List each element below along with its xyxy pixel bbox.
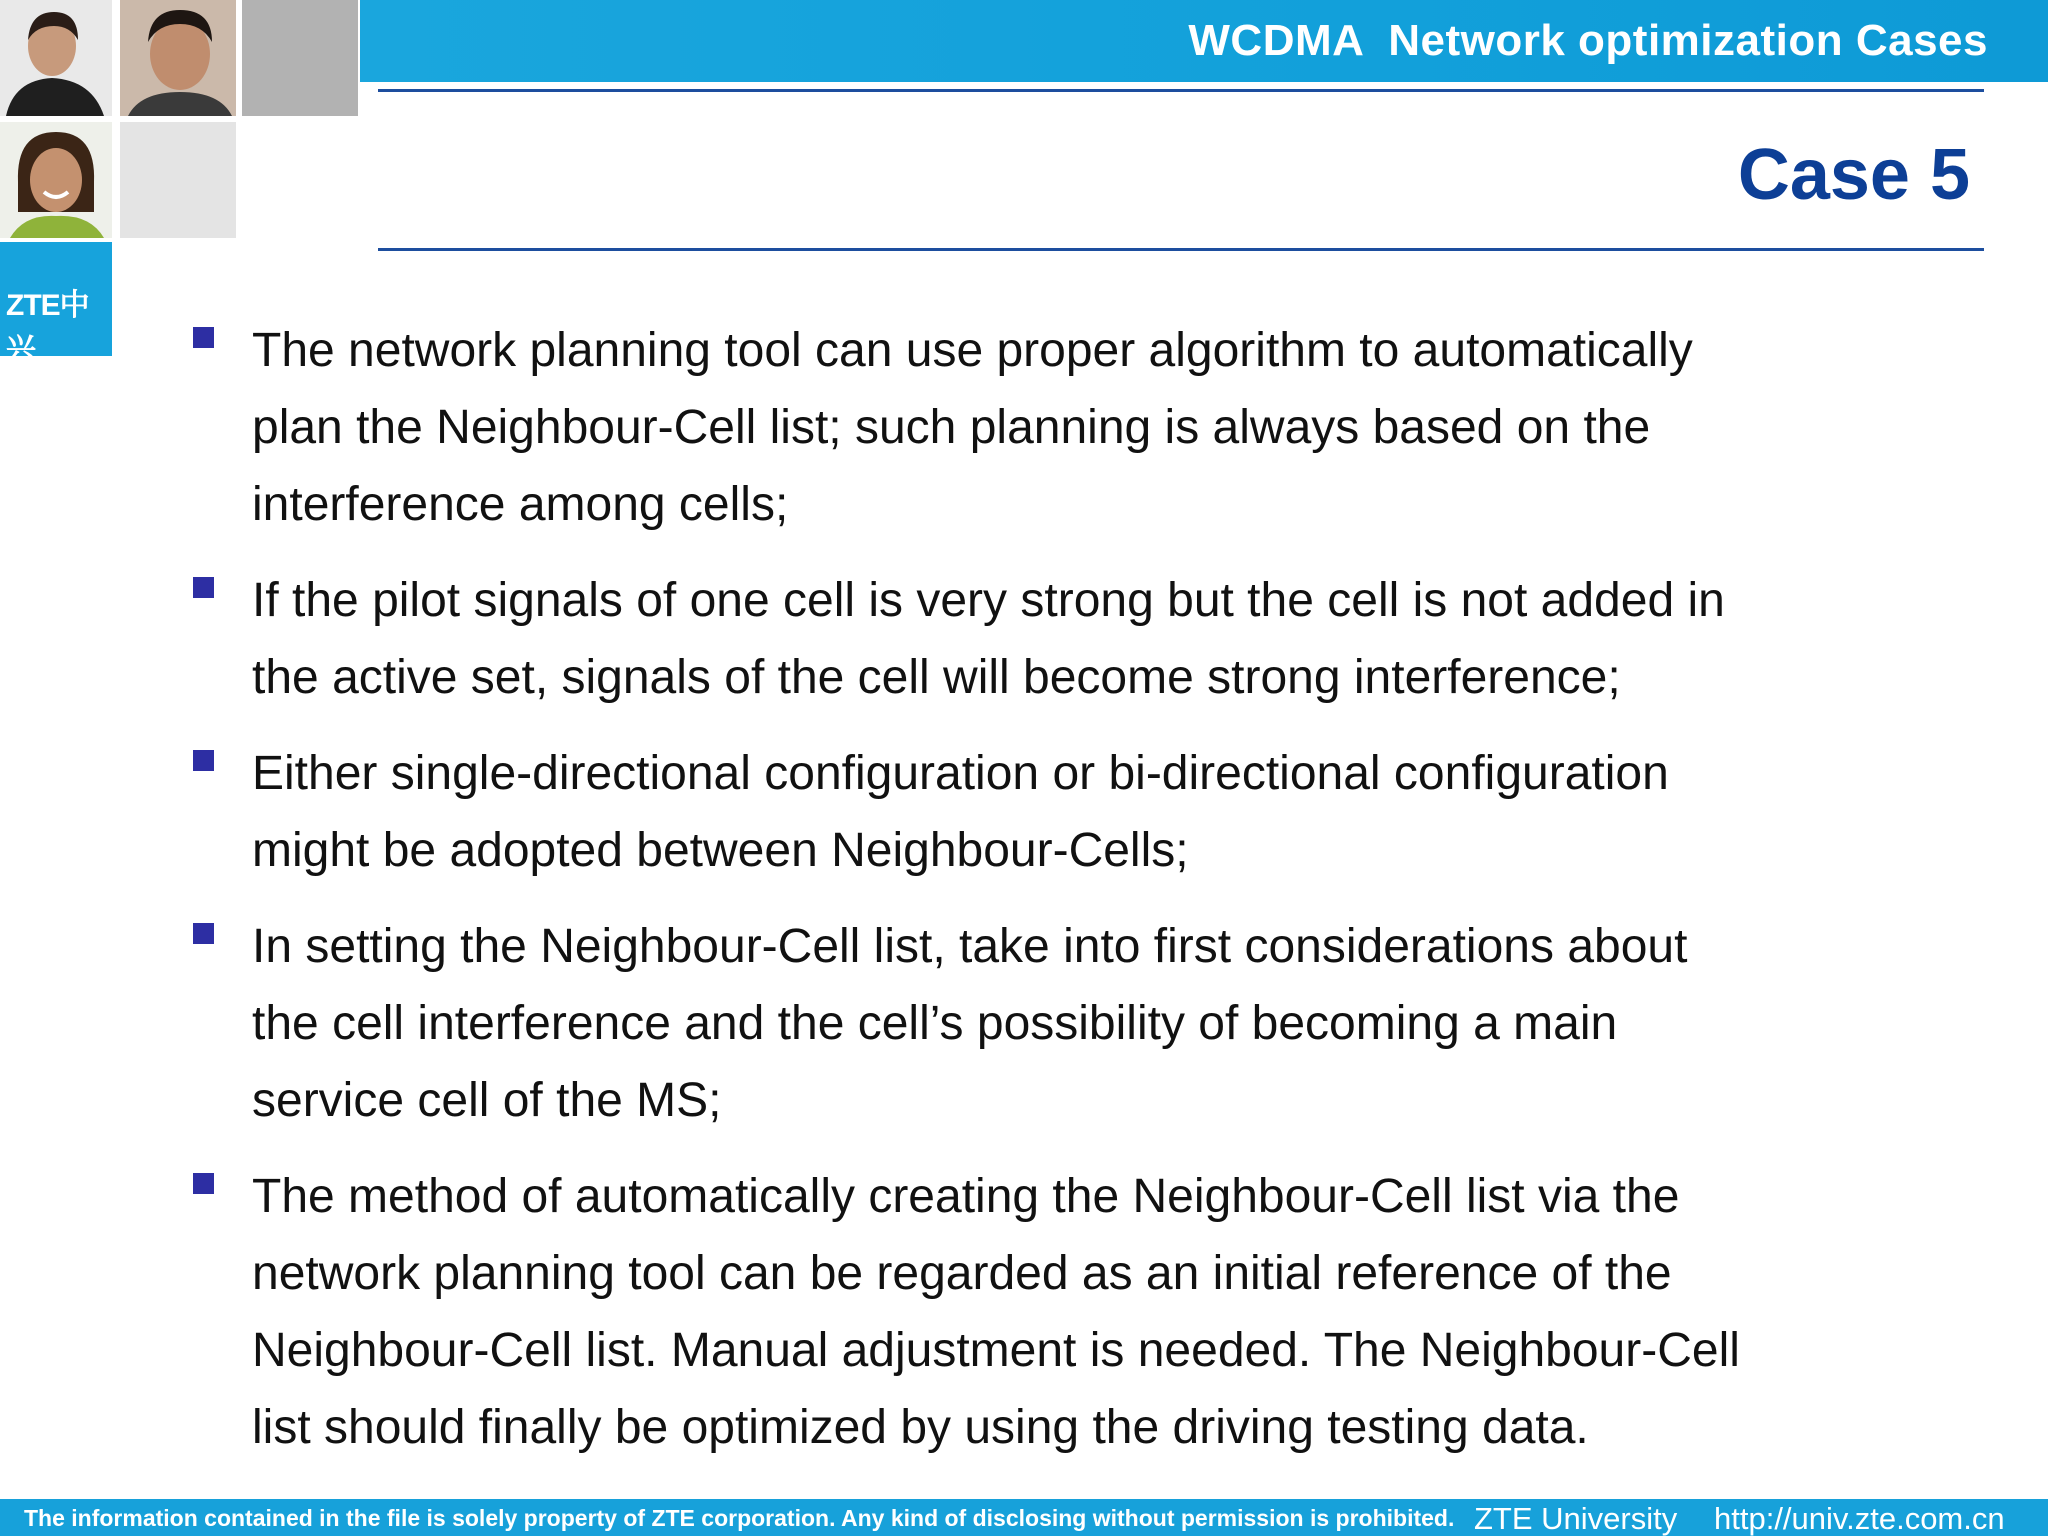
bullet-text: The network planning tool can use proper algorithm to automatically plan the Neighbour-Cell list; such planning is always based on the interference among cells; — [252, 324, 1693, 531]
logo-text: ZTE中兴 — [6, 289, 89, 366]
bullet-text: In setting the Neighbour-Cell list, take into first considerations about the cell interference and the cell’s possibility of becoming a main service cell of the MS; — [252, 920, 1688, 1127]
header-rule-bottom — [378, 248, 1984, 251]
bullet-item — [190, 312, 1890, 543]
bullet-text: Either single-directional configuration or bi-directional configuration might be adopted between Neighbour-Cells; — [252, 747, 1669, 877]
banner-title: WCDMA Network optimization Cases — [1188, 16, 1988, 65]
bullet-square-icon — [193, 577, 214, 598]
footer-url-link[interactable]: http://univ.zte.com.cn — [1714, 1501, 2005, 1536]
person-photo-1 — [0, 0, 112, 116]
header-banner — [360, 0, 2048, 82]
zte-logo — [0, 242, 112, 366]
light-gray-tile — [120, 122, 236, 238]
bullet-item — [190, 562, 1890, 716]
footer-bar — [0, 1499, 2048, 1536]
bullet-text: The method of automatically creating the Neighbour-Cell list via the network planning tool can be regarded as an initial reference of the Neighbour-Cell list. Manual adjustment is needed. The Neighbour-Cell list should finally be optimized by using the driving testing data. — [252, 1170, 1740, 1454]
person-photo-2 — [120, 0, 236, 116]
bullet-item — [190, 1158, 1890, 1466]
bullet-square-icon — [193, 750, 214, 771]
bullet-list — [190, 312, 1890, 1466]
bullet-square-icon — [193, 1173, 214, 1194]
bullet-text: If the pilot signals of one cell is very strong but the cell is not added in the active set, signals of the cell will become strong interference; — [252, 574, 1725, 704]
bullet-item — [190, 908, 1890, 1139]
gray-tile — [242, 0, 358, 116]
bullet-item — [190, 735, 1890, 889]
bullet-square-icon — [193, 923, 214, 944]
slide-title: Case 5 — [1737, 135, 1970, 215]
footer-university: ZTE University — [1474, 1501, 1678, 1536]
bullet-square-icon — [193, 327, 214, 348]
footer-disclaimer: The information contained in the file is solely property of ZTE corporation. Any kind of disclosing without permission is prohibited. — [24, 1505, 1455, 1531]
header-rule-top — [378, 89, 1984, 92]
person-photo-3 — [0, 122, 112, 238]
